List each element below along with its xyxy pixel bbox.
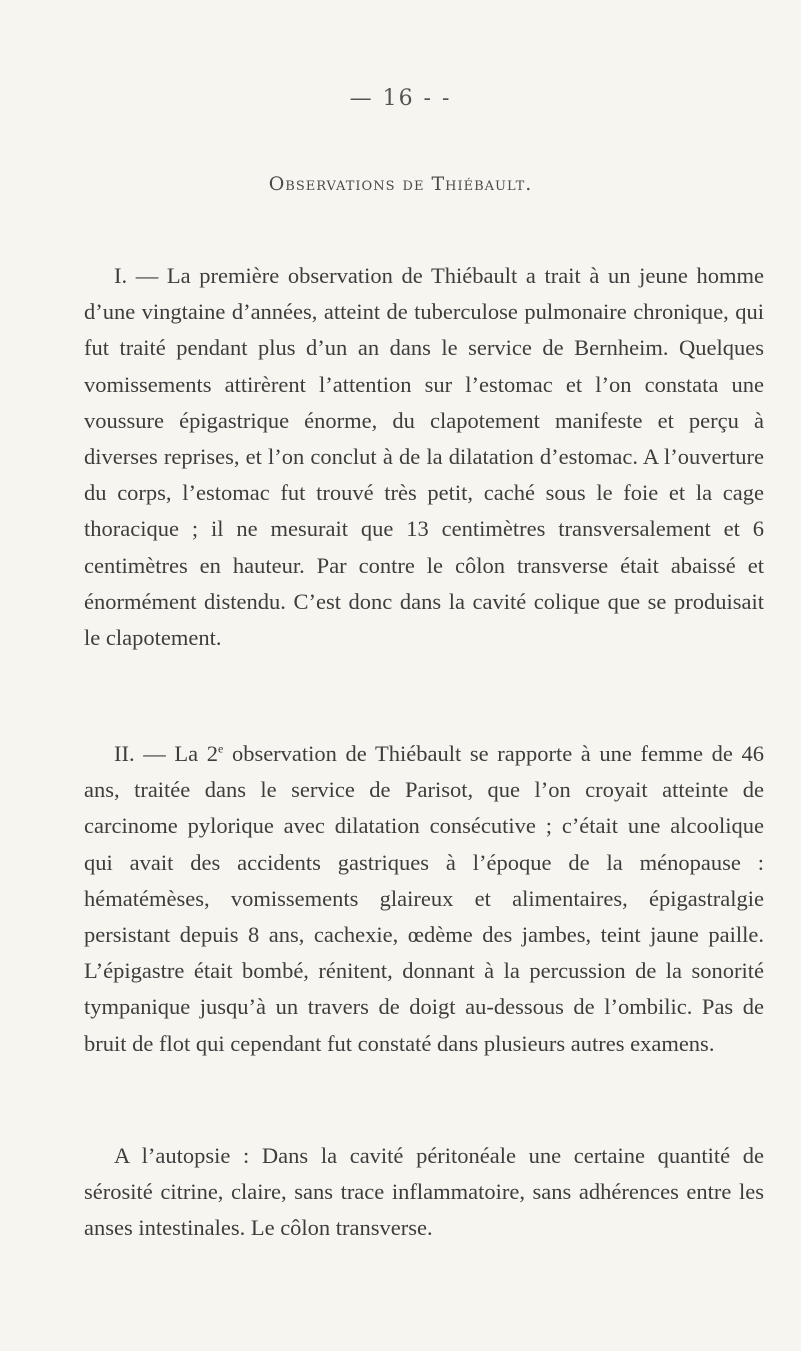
paragraph-observation-2 <box>84 736 764 1062</box>
running-title: Observations de Thiébault. <box>268 173 533 195</box>
paragraph-text: A l’autopsie : Dans la cavité péritonéale une certaine quantité de sérosité citrine, claire, sans trace inflammatoire, sans adhérences entre les anses intestinales. Le côlon transverse. <box>84 1143 764 1241</box>
paragraph-observation-1 <box>84 258 764 656</box>
paragraph-autopsy <box>84 1138 764 1247</box>
paragraph-text <box>84 736 764 1062</box>
paragraph-prefix: II. — La 2 <box>114 741 218 766</box>
ordinal-superscript: e <box>217 741 224 756</box>
paragraph-text: I. — La première observation de Thiébault a trait à un jeune homme d’une vingtaine d’années, atteint de tuberculose pulmonaire chronique, qui fut traité pendant plus d’un an dans le service de Bernheim. Quelques vomissements attirèrent l’attention sur l’estomac et l’on constata une voussure épigastrique énorme, du clapotement manifeste et perçu à diverses reprises, et l’on conclut à de la dilatation d’estomac. A l’ouverture du corps, l’estomac fut trouvé très petit, caché sous le foie et la cage thoracique ; il ne mesurait que 13 centimètres transversalement et 6 centimètres en hauteur. Par contre le côlon transverse était abaissé et énormément distendu. C’est donc dans la cavité colique que se produisait le clapotement. <box>84 263 764 651</box>
page-number: — 16 - - <box>349 86 452 111</box>
paragraph-body: observation de Thiébault se rapporte à une femme de 46 ans, traitée dans le service de Parisot, que l’on croyait atteinte de carcinome pylorique avec dilatation consécutive ; c’était une alcoolique qui avait des accidents gastriques à l’époque de la ménopause : hématémèses, vomissements glaireux et alimentaires, épigastralgie persistant depuis 8 ans, cachexie, œdème des jambes, teint jaune paille. L’épigastre était bombé, rénitent, donnant à la percussion de la sonorité tympanique jusqu’à un travers de doigt au-dessous de l’ombilic. Pas de bruit de flot qui cependant fut constaté dans plusieurs autres examens. <box>84 741 765 1056</box>
